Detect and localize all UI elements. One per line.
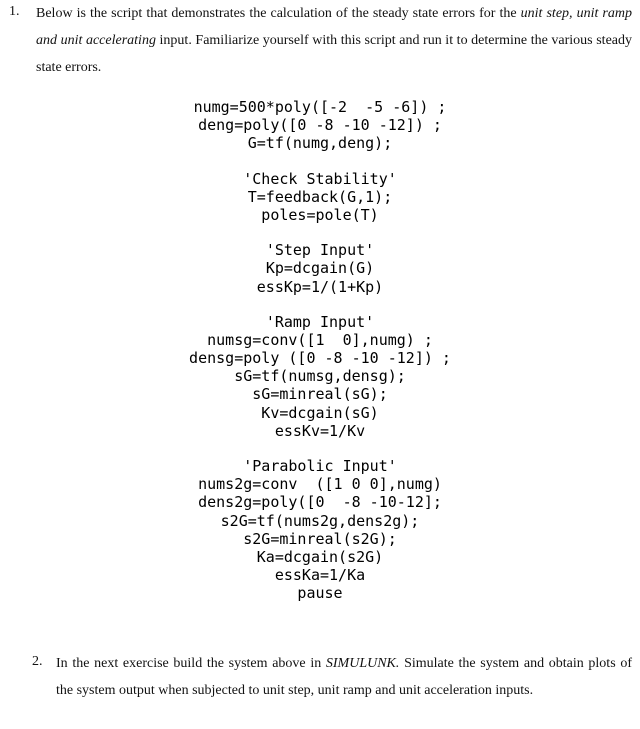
code-line: s2G=minreal(s2G); — [243, 529, 397, 548]
item-1-paragraph — [36, 0, 632, 81]
code-block-step — [0, 241, 640, 296]
code-line: densg=poly ([0 -8 -10 -12]) ; — [189, 349, 451, 368]
code-block-stability — [0, 170, 640, 225]
code-line: Kv=dcgain(sG) — [261, 403, 379, 422]
code-spacer — [0, 153, 640, 170]
matlab-script — [0, 98, 640, 603]
code-line: sG=tf(numsg,densg); — [234, 367, 406, 386]
code-line: s2G=tf(nums2g,dens2g); — [220, 511, 420, 530]
code-block-ramp — [0, 313, 640, 440]
item-2-text-c: Simulate the system and obtain plots of the system output when subjected to unit step, unit ramp and unit acceleration inputs. — [56, 656, 632, 698]
code-line: sG=minreal(sG); — [252, 385, 388, 404]
code-spacer — [0, 440, 640, 457]
code-line: 'Parabolic Input' — [243, 457, 397, 475]
code-line: essKv=1/Kv — [274, 421, 366, 440]
code-line: 'Ramp Input' — [265, 312, 375, 331]
code-line: nums2g=conv ([1 0 0],numg) — [198, 475, 442, 494]
code-spacer — [0, 296, 640, 313]
code-line: pause — [297, 584, 343, 603]
code-line: essKp=1/(1+Kp) — [256, 277, 384, 296]
code-line: Kp=dcgain(G) — [265, 259, 375, 278]
code-line: 'Check Stability' — [243, 169, 397, 188]
code-line: numg=500*poly([-2 -5 -6]) ; — [193, 98, 447, 116]
code-block-parabolic — [0, 457, 640, 603]
code-line: essKa=1/Ka — [274, 566, 366, 585]
item-1-text-c: input. Familiarize yourself with this script and run it to determine the various steady state errors. — [36, 33, 632, 75]
code-line: poles=pole(T) — [261, 205, 379, 224]
item-2-paragraph — [56, 650, 632, 704]
code-line: numsg=conv([1 0],numg) ; — [207, 330, 433, 349]
code-line: deng=poly([0 -8 -10 -12]) ; — [198, 116, 442, 135]
code-line: T=feedback(G,1); — [247, 187, 393, 206]
item-2-text-italic: SIMULUNK. — [325, 656, 400, 671]
code-block-setup — [0, 98, 640, 153]
item-2-text-a: In the next exercise build the system above in — [56, 656, 326, 671]
code-line: G=tf(numg,deng); — [247, 134, 393, 153]
item-1-text-italic: unit step, unit ramp and unit accelerating — [36, 6, 632, 48]
code-line: dens2g=poly([0 -8 -10-12]; — [198, 493, 442, 512]
item-1-text-a: Below is the script that demonstrates the calculation of the steady state errors for the — [36, 6, 521, 21]
item-1-number: 1. — [9, 4, 20, 19]
code-line: 'Step Input' — [265, 241, 375, 260]
code-spacer — [0, 224, 640, 241]
item-2-number: 2. — [32, 654, 43, 669]
code-line: Ka=dcgain(s2G) — [256, 547, 384, 566]
